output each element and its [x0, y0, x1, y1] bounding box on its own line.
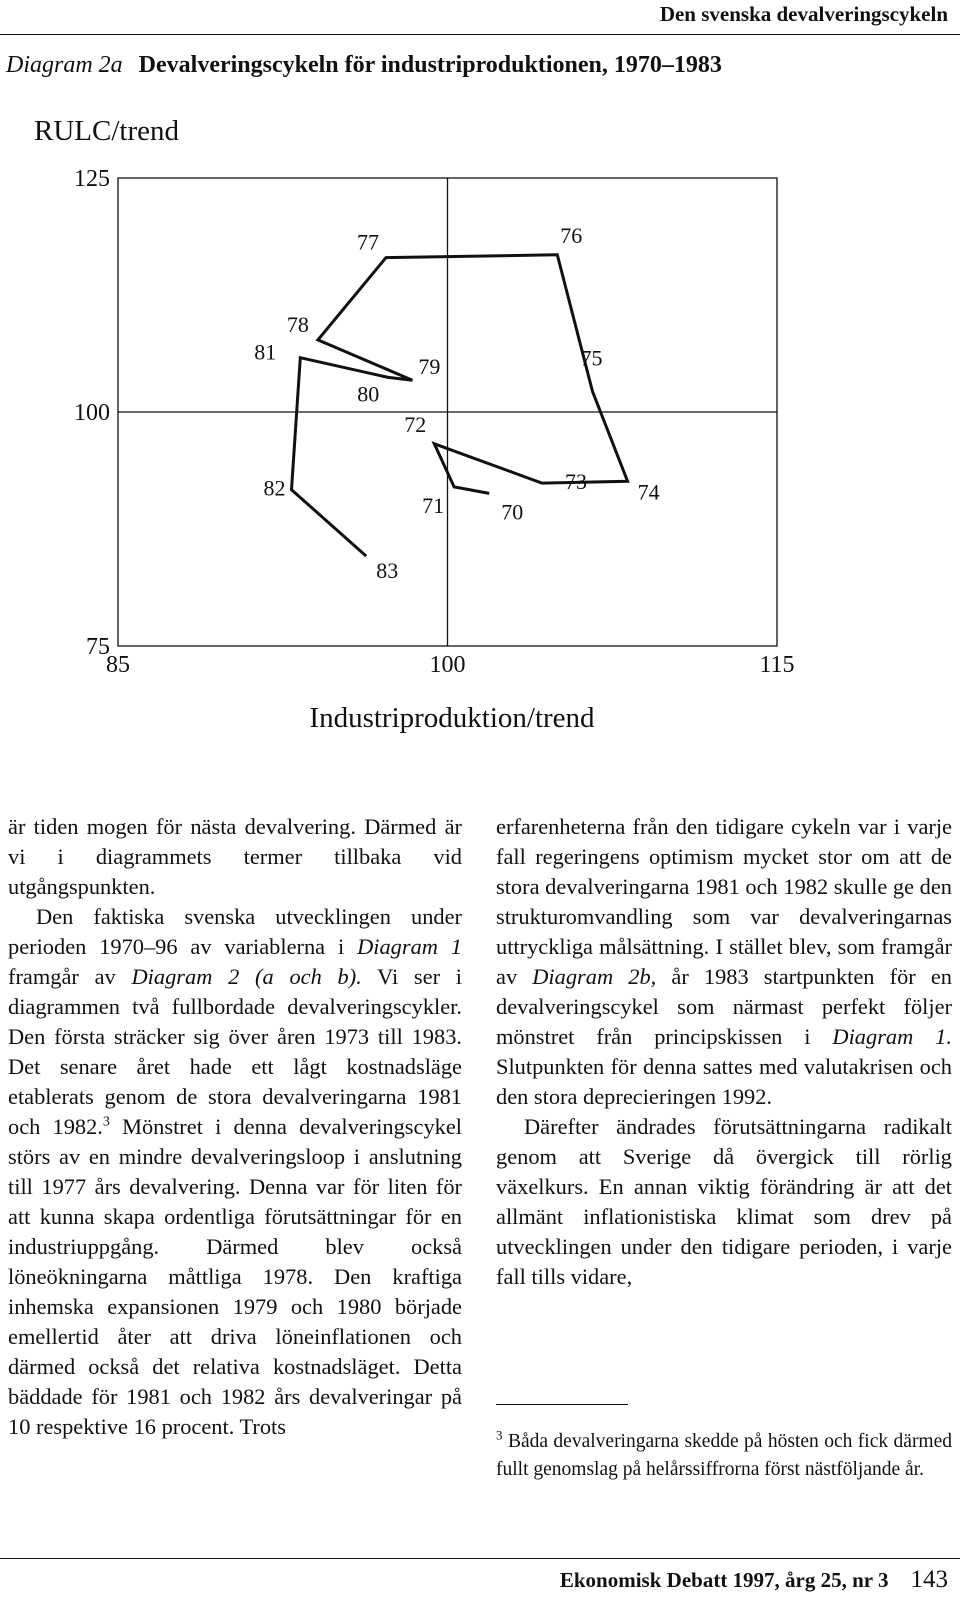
footnote-rule: [496, 1404, 628, 1405]
header-rule: [0, 34, 960, 35]
figure-label: Diagram 2a: [6, 52, 123, 78]
chart-point-label-78: 78: [286, 311, 309, 337]
chart-point-label-72: 72: [404, 411, 427, 437]
chart: [0, 100, 960, 760]
running-head: Den svenska devalveringscykeln: [659, 2, 948, 26]
chart-point-label-74: 74: [637, 479, 660, 505]
chart-x-tick-100: 100: [429, 652, 466, 678]
body-paragraph-1: är tiden mogen för nästa devalvering. Därmed är vi i diagrammets termer tillbaka vid utgångspunkten.: [8, 814, 462, 899]
chart-y-tick-100: 100: [74, 400, 110, 426]
figure-title: Devalveringscykeln för industriproduktionen, 1970–1983: [138, 52, 722, 78]
chart-point-label-75: 75: [580, 345, 603, 371]
chart-point-label-79: 79: [418, 354, 441, 380]
chart-point-label-71: 71: [422, 492, 445, 518]
chart-point-label-82: 82: [263, 475, 286, 501]
footnote-marker: 3: [496, 1427, 503, 1443]
footer-rule: [0, 1558, 960, 1559]
chart-y-tick-75: 75: [86, 634, 110, 660]
chart-x-axis-label: Industriproduktion/trend: [309, 702, 595, 734]
chart-y-tick-125: 125: [74, 166, 110, 192]
figure-caption: [6, 52, 722, 79]
chart-point-label-73: 73: [565, 469, 587, 495]
chart-point-label-77: 77: [357, 229, 379, 255]
footnote-text: Båda devalveringarna skedde på hösten och fick därmed fullt genomslag på helårssiffrorna först nästföljande år.: [496, 1431, 953, 1480]
body-paragraph-4: Därefter ändrades förutsättningarna radikalt genom att Sverige då övergick till rörlig växelkurs. En annan viktig förändring är att det allmänt inflationistiska klimat som drev på utvecklingen under den tidigare perioden, i varje fall tills vidare,: [496, 1114, 952, 1289]
page-number: 143: [910, 1566, 948, 1593]
body-paragraph-3: erfarenheterna från den tidigare cykeln var i varje fall regeringens optimism mycket stor om att de stora devalveringarna 1981 och 1982 skulle ge den strukturomvandling som var devalveringarnas uttryckliga målsättning. I stället blev, som framgår av Diagram 2b, år 1983 startpunkten för en devalveringscykel som närmast perfekt följer mönstret från principskissen i Diagram 1. Slutpunkten för denna sattes med valutakrisen och den stora deprecieringen 1992.: [496, 814, 952, 1109]
footnote-reference[interactable]: 3: [102, 1114, 110, 1130]
body-column-right: [496, 812, 952, 1292]
page-footer: [560, 1566, 948, 1594]
chart-x-tick-85: 85: [106, 652, 130, 678]
chart-y-axis-label: RULC/trend: [34, 115, 179, 147]
body-column-left: [8, 812, 462, 1442]
chart-point-label-80: 80: [357, 381, 380, 407]
chart-point-label-83: 83: [376, 558, 399, 584]
chart-point-label-70: 70: [501, 499, 524, 525]
body-paragraph-2: Den faktiska svenska utvecklingen under perioden 1970–96 av variablerna i Diagram 1 framgår av Diagram 2 (a och b). Vi ser i diagrammen två fullbordade devalveringscykler. Den första sträcker sig över åren 1973 till 1983. Det senare året hade ett lågt kostnadsläge etablerats genom de stora devalveringarna 1981 och 1982.$^3$ Mönstret i denna devalveringscykel störs av en mindre devalveringsloop i anslutning till 1977 års devalvering. Denna var för liten för att kunna skapa ordentliga förutsättningar för en industriuppgång. Därmed blev också löneökningarna måttliga 1978. Den kraftiga inhemska expansionen 1979 och 1980 började emellertid åter att driva löneinflationen och därmed också det relativa kostnadsläget. Detta bäddade för 1981 och 1982 års devalveringar på 10 respektive 16 procent. Trots: [8, 904, 463, 1439]
chart-point-label-76: 76: [560, 222, 583, 248]
chart-x-tick-115: 115: [759, 652, 795, 678]
chart-series-line: [292, 255, 628, 556]
chart-point-label-81: 81: [254, 339, 277, 365]
journal-name: Ekonomisk Debatt 1997, årg 25, nr 3: [559, 1568, 889, 1592]
footnote: [496, 1428, 952, 1484]
